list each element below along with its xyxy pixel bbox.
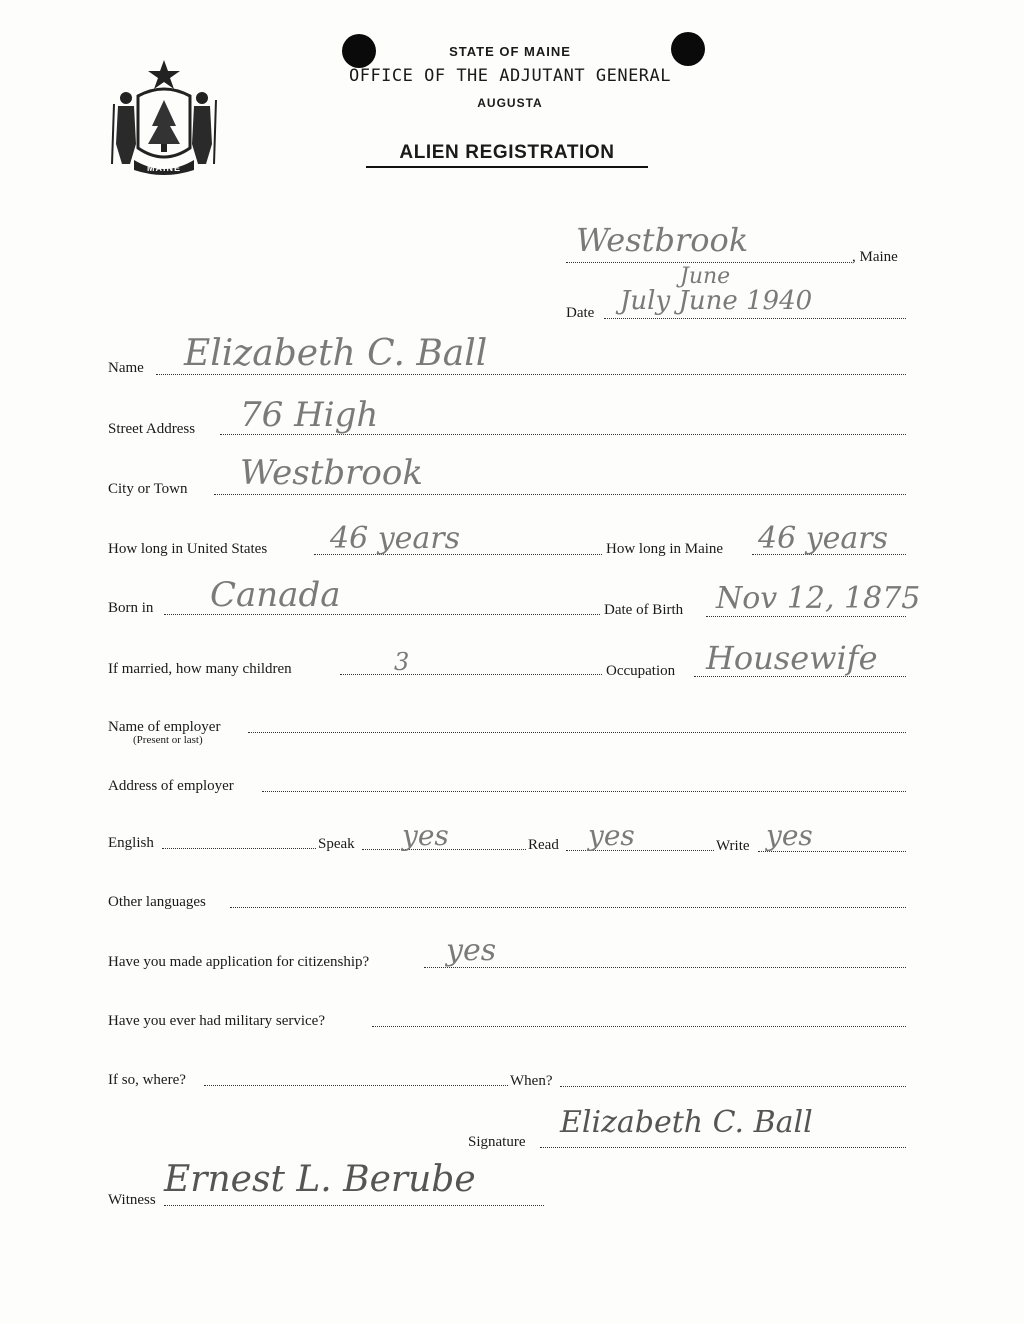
other-languages-label: Other languages (108, 894, 206, 910)
employer-name-note: (Present or last) (133, 734, 203, 746)
header-state: STATE OF MAINE (449, 44, 571, 59)
date-of-birth-dotted-line (706, 616, 906, 617)
signature-dotted-line (540, 1147, 906, 1148)
children-dotted-line (340, 674, 602, 675)
signature-label: Signature (468, 1134, 526, 1150)
read-label: Read (528, 837, 559, 853)
other-languages-dotted-line (230, 907, 906, 908)
english-label: English (108, 835, 154, 851)
speak-value: yes (402, 819, 449, 852)
employer-name-dotted-line (248, 732, 906, 733)
town-dotted-line (566, 262, 852, 263)
how-long-maine-value: 46 years (758, 521, 889, 556)
town-value: Westbrook (576, 221, 749, 259)
military-label: Have you ever had military service? (108, 1013, 325, 1029)
born-in-value: Canada (210, 575, 341, 615)
if-so-where-dotted-line (204, 1085, 508, 1086)
speak-label: Speak (318, 836, 355, 852)
header-office: OFFICE OF THE ADJUTANT GENERAL (348, 66, 672, 86)
witness-value: Ernest L. Berube (164, 1159, 476, 1200)
how-long-maine-label: How long in Maine (606, 541, 724, 557)
when-label: When? (510, 1073, 553, 1089)
children-value: 3 (394, 648, 410, 676)
date-of-birth-label: Date of Birth (604, 602, 684, 618)
city-dotted-line (214, 494, 906, 495)
seal-banner-text: MAINE (147, 163, 181, 173)
signature-value: Elizabeth C. Ball (560, 1105, 813, 1140)
citizenship-value: yes (446, 933, 497, 968)
occupation-label: Occupation (606, 663, 676, 679)
date-of-birth-value: Nov 12, 1875 (716, 581, 921, 616)
witness-label: Witness (108, 1192, 156, 1208)
street-address-value: 76 High (240, 395, 379, 435)
date-value: July June 1940 (620, 286, 813, 316)
if-so-where-label: If so, where? (108, 1072, 186, 1088)
occupation-value: Housewife (706, 639, 878, 677)
english-dotted-line (162, 848, 316, 849)
witness-dotted-line (164, 1205, 544, 1206)
city-value: Westbrook (240, 453, 423, 493)
read-value: yes (588, 819, 635, 852)
maine-label: , Maine (852, 249, 898, 265)
date-dotted-line (604, 318, 906, 319)
name-dotted-line (156, 374, 906, 375)
name-value: Elizabeth C. Ball (184, 333, 488, 374)
write-label: Write (716, 838, 750, 854)
name-label: Name (108, 360, 144, 376)
city-label: City or Town (108, 481, 188, 497)
when-dotted-line (560, 1086, 906, 1087)
citizenship-dotted-line (424, 967, 906, 968)
employer-address-dotted-line (262, 791, 906, 792)
form-title: ALIEN REGISTRATION (366, 142, 648, 168)
military-dotted-line (372, 1026, 906, 1027)
write-value: yes (766, 819, 813, 852)
citizenship-label: Have you made application for citizenship? (108, 954, 370, 970)
employer-name-label: Name of employer (108, 719, 221, 735)
children-label: If married, how many children (108, 661, 292, 677)
born-in-label: Born in (108, 600, 154, 616)
how-long-us-label: How long in United States (108, 541, 268, 557)
employer-address-label: Address of employer (108, 778, 234, 794)
date-label: Date (566, 305, 595, 321)
maine-state-seal-icon (108, 56, 220, 178)
date-correction-value: June (680, 264, 731, 289)
how-long-us-value: 46 years (330, 521, 461, 556)
street-address-label: Street Address (108, 421, 196, 437)
header-city: AUGUSTA (477, 96, 543, 110)
